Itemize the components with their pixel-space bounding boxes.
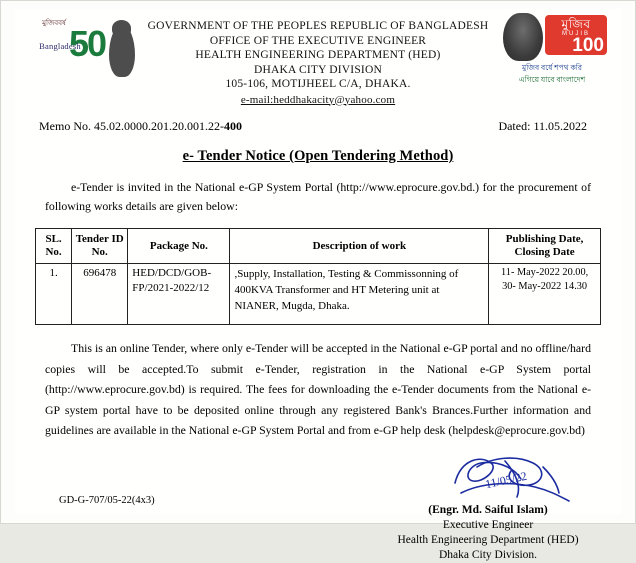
mujib-borsho-logo xyxy=(29,15,141,87)
tender-table xyxy=(35,228,601,325)
page-title: e- Tender Notice (Open Tendering Method) xyxy=(182,148,454,164)
bangabandhu-portrait-icon xyxy=(503,13,543,61)
cell-dates xyxy=(489,264,601,325)
signatory-division: Dhaka City Division. xyxy=(438,548,538,561)
signatory-details xyxy=(365,503,611,563)
badge-english-text: MUJIB xyxy=(562,31,590,37)
document-header xyxy=(15,9,621,105)
badge-bengali-text: মুজিব xyxy=(561,17,591,31)
cell-description: ,Supply, Installation, Testing & Commissonning of 400KVA Transformer and HT Metering unit at NIANER, Mugda, Dhaka. xyxy=(230,264,489,325)
memo-number xyxy=(39,119,242,134)
handwritten-date: 11/05/22 xyxy=(483,468,529,491)
footer-code: GD-G-707/05-22(4x3) xyxy=(59,495,155,506)
logo-caption-2: এগিয়ে যাবে বাংলাদেশ xyxy=(518,75,586,84)
header-line-5: 105-106, MOTIJHEEL C/A, DHAKA. xyxy=(225,78,411,90)
logo-50-number: 50 xyxy=(69,23,106,64)
cell-tender-id: 696478 xyxy=(72,264,128,325)
intro-paragraph: e-Tender is invited in the National e-GP System Portal (http://www.eprocure.gov.bd.) for the procurement of following works details are given below: xyxy=(45,180,591,213)
signatory-name: (Engr. Md. Saiful Islam) xyxy=(428,503,548,516)
header-line-3: HEALTH ENGINEERING DEPARTMENT (HED) xyxy=(195,49,441,61)
mujib-100-logo xyxy=(493,13,611,99)
table-header-row xyxy=(36,229,601,264)
header-line-4: DHAKA CITY DIVISION xyxy=(254,63,382,76)
bangabandhu-silhouette-icon xyxy=(109,25,135,77)
cell-package-no: HED/DCD/GOB-FP/2021-2022/12 xyxy=(128,264,230,325)
badge-number: 100 xyxy=(572,35,604,56)
cell-publishing-date: 11- May-2022 20.00, xyxy=(501,267,589,278)
header-email[interactable]: e-mail:heddhakacity@yahoo.com xyxy=(240,93,396,106)
column-header-sl: SL. No. xyxy=(36,229,72,264)
logo-caption-1: মুজিব বর্ষে শপথ করি xyxy=(521,63,583,72)
column-header-dates: Publishing Date, Closing Date xyxy=(489,229,601,264)
table-row xyxy=(36,264,601,325)
memo-number-value: 45.02.0000.201.20.001.22- xyxy=(94,119,224,133)
header-address-block xyxy=(145,19,491,107)
header-line-1: GOVERNMENT OF THE PEOPLES REPUBLIC OF BANGLADESH xyxy=(147,20,489,32)
cell-sl: 1. xyxy=(36,264,72,325)
mujib-100-badge xyxy=(545,15,607,55)
memo-date-value: 11.05.2022 xyxy=(533,119,587,133)
notice-sheet xyxy=(15,9,621,561)
signatory-department: Health Engineering Department (HED) xyxy=(397,533,579,546)
signatory-designation: Executive Engineer xyxy=(442,518,534,531)
memo-row xyxy=(31,119,605,137)
column-header-tender-id: Tender ID No. xyxy=(72,229,128,264)
cell-closing-date: 30- May-2022 14.30 xyxy=(502,281,588,292)
column-header-package-no: Package No. xyxy=(128,229,230,264)
logo-bangladesh-label: Bangladesh xyxy=(39,41,81,51)
column-header-description: Description of work xyxy=(230,229,489,264)
logo-bengali-text: মুজিববর্ষ xyxy=(42,19,66,27)
body-paragraph: This is an online Tender, where only e-Tender will be accepted in the National e-GP portal and no offline/hard copies will be accepted.To submit e-Tender, registration in the National e-GP System portal (http://www.eprocure.gov.bd) is required. The fees for downloading the e-Tender documents from the National e-GP system portal have to be deposited online through any registered Bank's Brances.Further information and guidelines are available in the National e-GP System Portal and from e-GP help desk (helpdesk@eprocure.gov.bd) xyxy=(45,341,591,437)
header-line-2: OFFICE OF THE EXECUTIVE ENGINEER xyxy=(209,34,427,47)
memo-date-label: Dated: xyxy=(498,119,534,133)
memo-label: Memo No. xyxy=(39,119,94,133)
memo-number-bold: 400 xyxy=(224,119,242,133)
memo-date xyxy=(498,119,587,134)
